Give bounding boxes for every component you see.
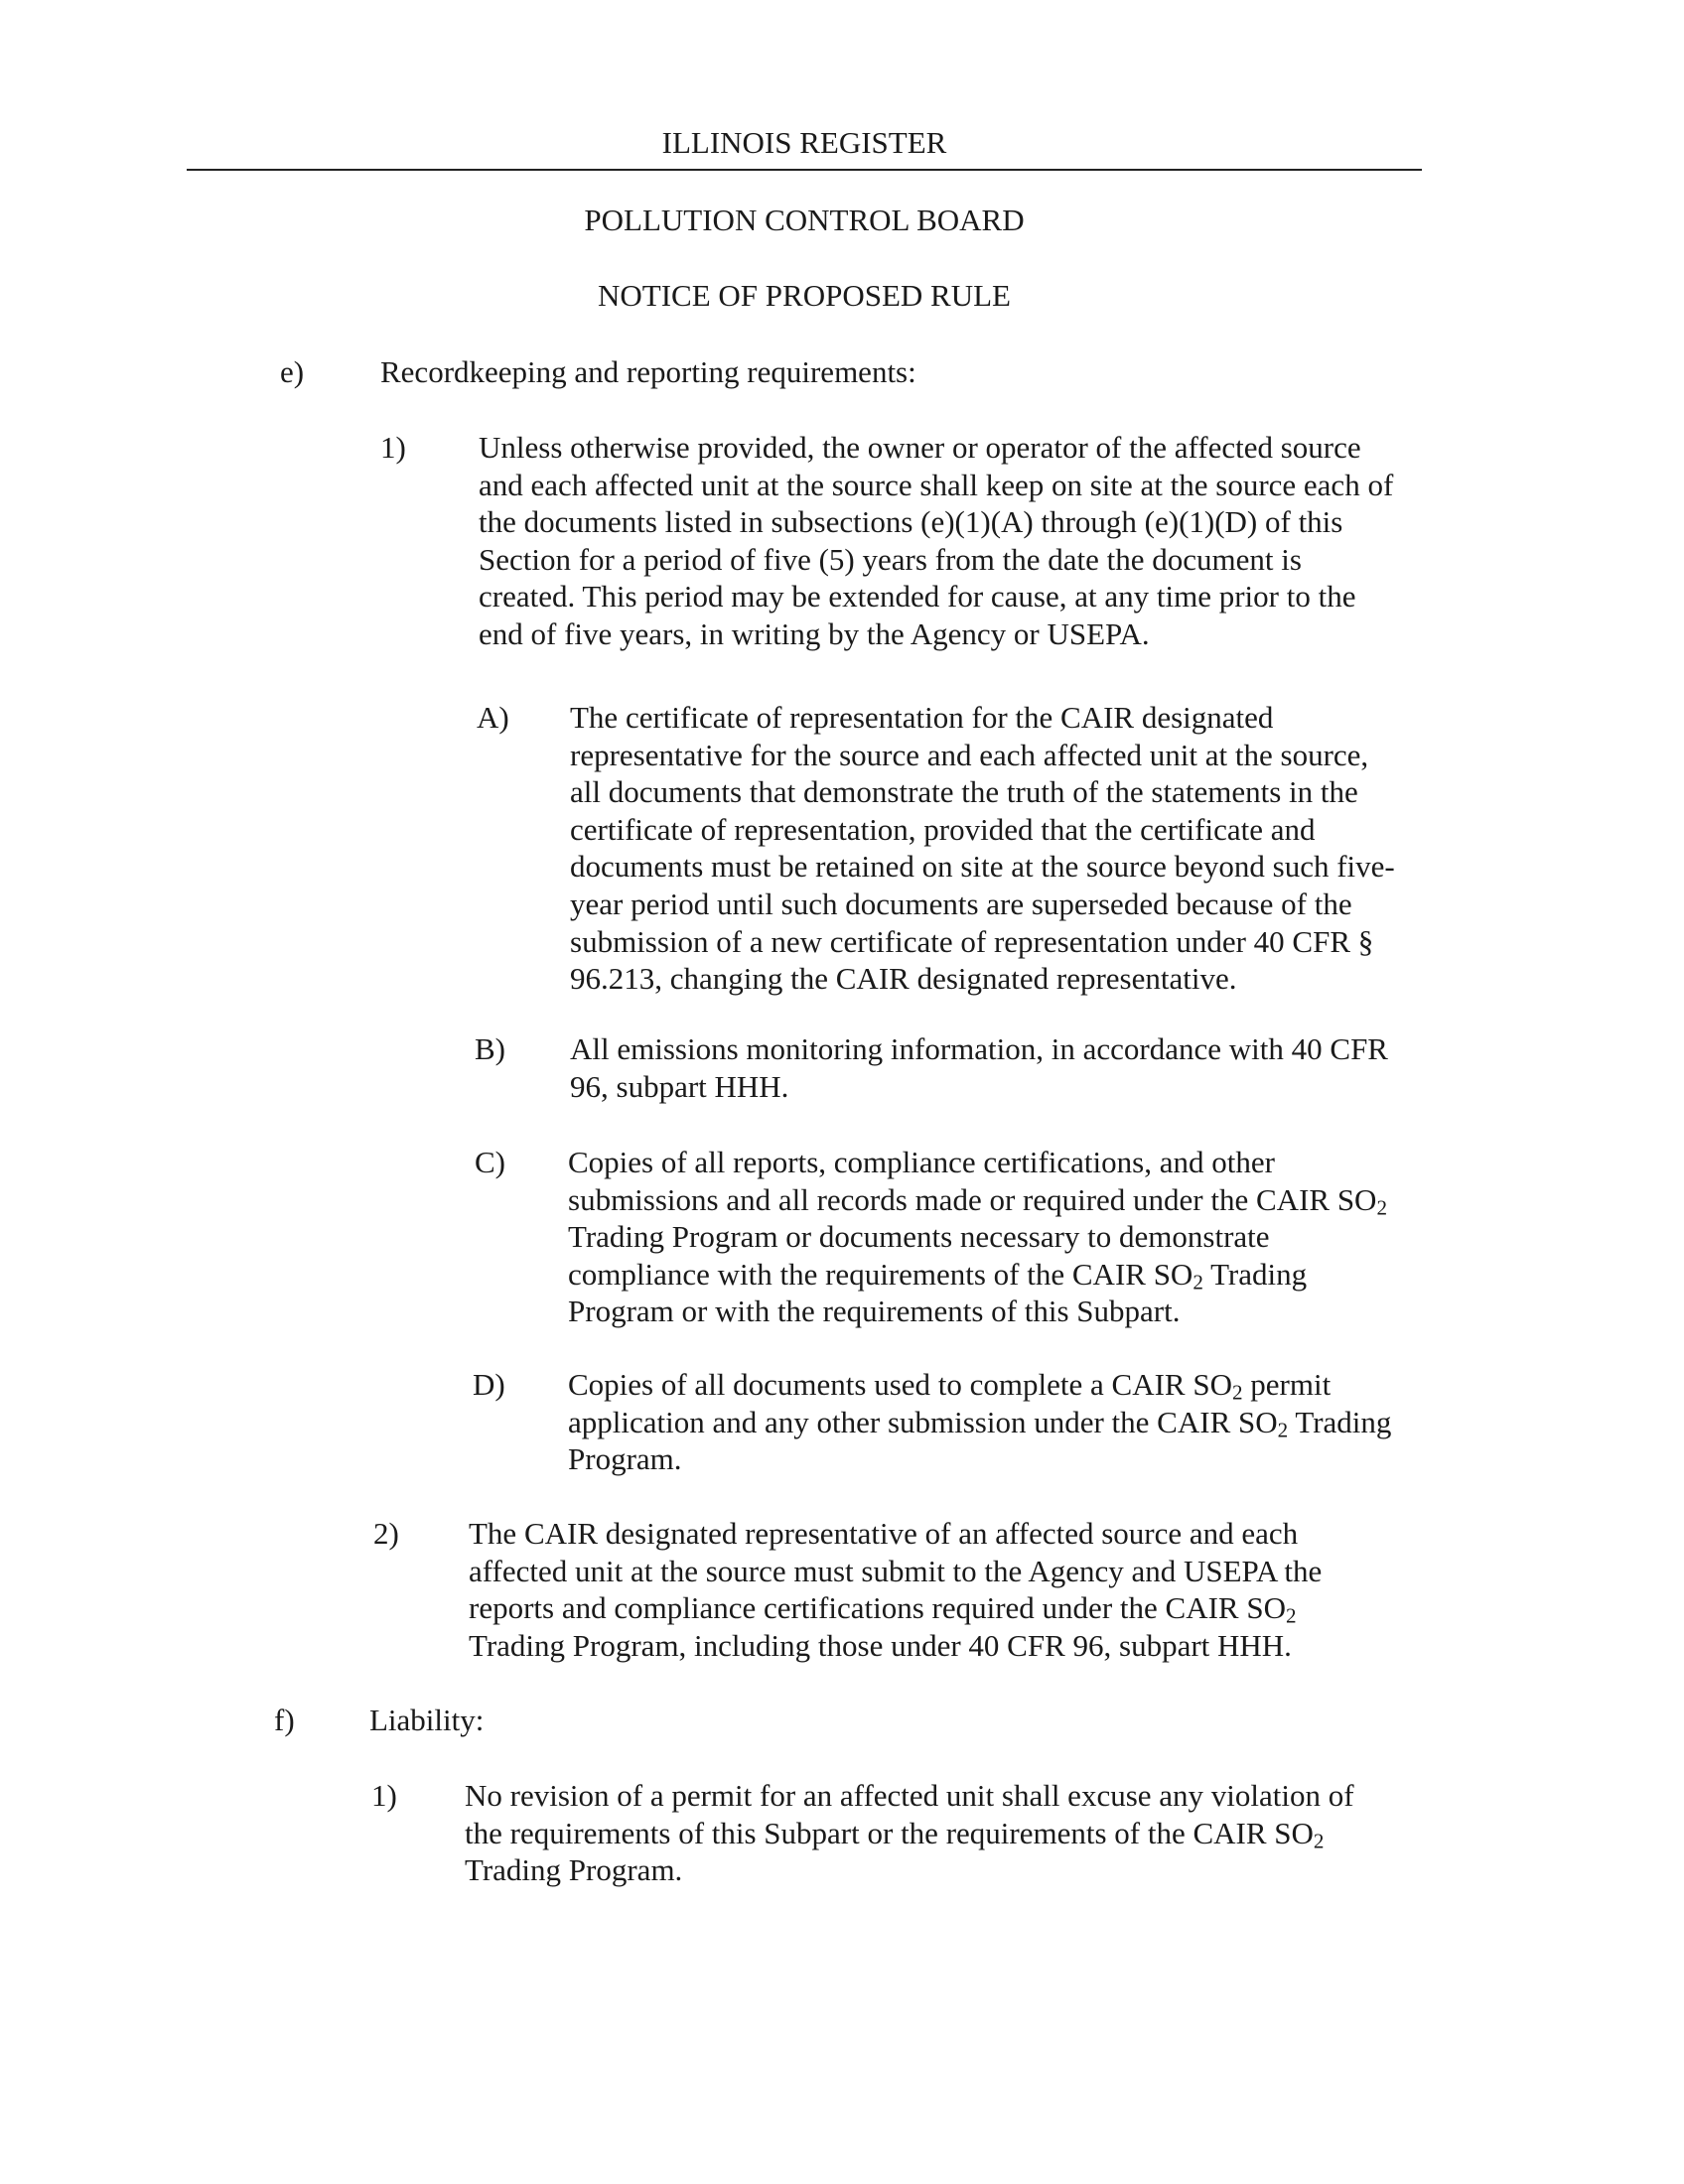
header-divider [187,169,1422,171]
e1C-paragraph [568,1144,1387,1330]
e1C-label: C) [475,1145,505,1179]
f1-line: the requirements of this Subpart or the requirements of the CAIR $SO_2$ [465,1815,1325,1853]
e1A-label: A) [477,700,509,735]
e1-label: 1) [380,430,406,465]
e2-line: The CAIR designated representative of an affected source and each [469,1516,1299,1551]
e1D-line: application and any other submission under the CAIR $SO_2$ Trading [568,1404,1392,1442]
e2-label: 2) [373,1516,399,1551]
e1B-line: 96, subpart HHH. [570,1068,789,1104]
subscript: 2 [1277,1418,1289,1442]
e1D-line: Copies of all documents used to complete a CAIR $SO_2$ permit [568,1367,1332,1405]
section-f-label: f) [274,1703,295,1737]
e1-line: the documents listed in subsections (e)(1)(A) through (e)(1)(D) of this [479,504,1343,540]
e1C-line: submissions and all records made or required under the CAIR $SO_2$ [568,1181,1387,1220]
section-e-heading: Recordkeeping and reporting requirements: [380,354,916,389]
subscript: 2 [1313,1829,1325,1853]
e1A-line: year period until such documents are superseded because of the [570,886,1352,921]
subscript: 2 [1376,1195,1387,1220]
notice-title: NOTICE OF PROPOSED RULE [598,278,1011,313]
e1B-label: B) [475,1031,505,1066]
e1A-paragraph [570,699,1395,998]
e1A-line: documents must be retained on site at the source beyond such five- [570,849,1395,885]
board-name: POLLUTION CONTROL BOARD [584,203,1025,237]
e1-line: Unless otherwise provided, the owner or operator of the affected source [479,430,1361,465]
subscript: 2 [1285,1603,1297,1628]
f1-paragraph [465,1777,1354,1889]
section-f-heading: Liability: [369,1703,485,1737]
e1A-line: certificate of representation, provided that the certificate and [570,811,1316,847]
register-title: ILLINOIS REGISTER [661,125,947,160]
section-e-label: e) [280,354,305,389]
e1D-line: Program. [568,1441,682,1477]
e1-line: Section for a period of five (5) years from the date the document is [479,541,1302,577]
e2-line: affected unit at the source must submit to the Agency and USEPA the [469,1553,1323,1588]
e1-line: created. This period may be extended for cause, at any time prior to the [479,579,1356,614]
e1A-line: representative for the source and each affected unit at the source, [570,737,1369,772]
f1-line: Trading Program. [465,1852,683,1888]
e1A-line: 96.213, changing the CAIR designated representative. [570,961,1237,997]
e1-line: end of five years, in writing by the Agency or USEPA. [479,615,1150,651]
e1C-line: Copies of all reports, compliance certifications, and other [568,1145,1275,1179]
e1D-paragraph [568,1366,1391,1478]
e1-paragraph [479,429,1393,653]
subscript: 2 [1193,1270,1203,1295]
e1A-line: submission of a new certificate of representation under 40 CFR § [570,923,1374,959]
e1C-line: Trading Program or documents necessary to demonstrate [568,1219,1270,1255]
e1A-line: all documents that demonstrate the truth of the statements in the [570,774,1358,810]
f1-line: No revision of a permit for an affected unit shall excuse any violation of [465,1778,1354,1813]
e2-line: reports and compliance certifications required under the CAIR $SO_2$ [469,1590,1297,1628]
e1B-line: All emissions monitoring information, in accordance with 40 CFR [570,1031,1388,1066]
e1D-label: D) [473,1367,505,1402]
subscript: 2 [1231,1380,1243,1405]
e2-line: Trading Program, including those under 40 CFR 96, subpart HHH. [469,1627,1292,1663]
e1-line: and each affected unit at the source shall keep on site at the source each of [479,467,1394,502]
f1-label: 1) [371,1778,397,1813]
e1C-line: compliance with the requirements of the CAIR $SO_2$ Trading [568,1256,1308,1295]
e2-paragraph [469,1515,1322,1664]
e1C-line: Program or with the requirements of this Subpart. [568,1294,1181,1329]
e1A-line: The certificate of representation for the CAIR designated [570,700,1274,735]
e1B-paragraph [570,1030,1388,1105]
